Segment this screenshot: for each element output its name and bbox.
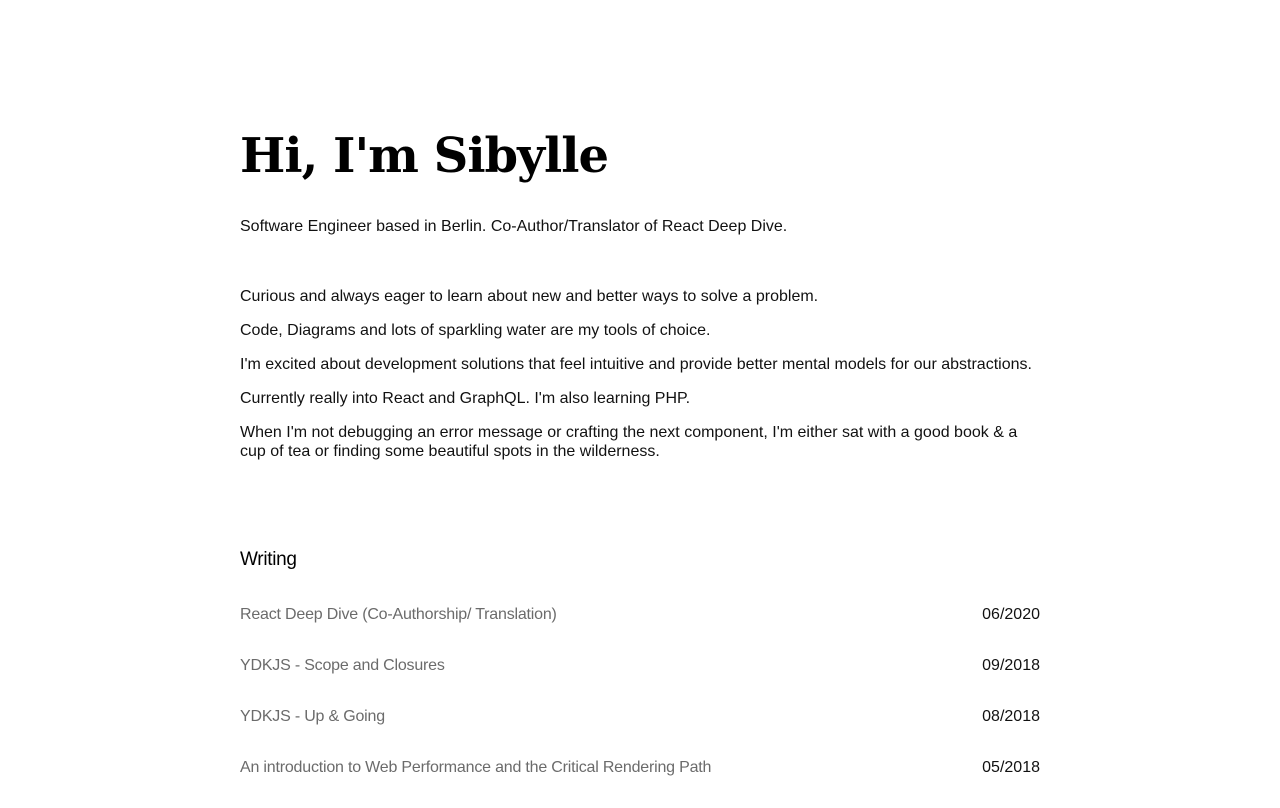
writing-heading: Writing (240, 549, 297, 570)
bio-paragraph: Curious and always eager to learn about new and better ways to solve a problem. (240, 288, 819, 305)
bio-paragraph: When I'm not debugging an error message or crafting the next component, I'm either sat with a good book & a cup of tea or finding some beautiful spots in the wilderness. (240, 424, 1018, 460)
bio-paragraph: Currently really into React and GraphQL. I'm also learning PHP. (240, 390, 691, 407)
page-title: Hi, I'm Sibylle (240, 128, 609, 184)
writing-link-ydkjs-up-going[interactable]: YDKJS - Up & Going (240, 708, 385, 725)
writing-date: 05/2018 (982, 759, 1040, 776)
list-item (240, 757, 1040, 779)
writing-link-web-performance[interactable]: An introduction to Web Performance and the Critical Rendering Path (240, 759, 712, 776)
list-item (240, 604, 1040, 626)
list-item (240, 655, 1040, 677)
writing-list (240, 604, 1040, 808)
bio-section (240, 287, 1040, 476)
writing-date: 09/2018 (982, 657, 1040, 674)
bio-paragraph: I'm excited about development solutions that feel intuitive and provide better mental models for our abstractions. (240, 356, 1032, 373)
writing-date: 08/2018 (982, 708, 1040, 725)
writing-link-ydkjs-scope-closures[interactable]: YDKJS - Scope and Closures (240, 657, 445, 674)
writing-link-react-deep-dive[interactable]: React Deep Dive (Co-Authorship/ Translation) (240, 606, 557, 623)
bio-paragraph: Code, Diagrams and lots of sparkling water are my tools of choice. (240, 322, 711, 339)
writing-date: 06/2020 (982, 606, 1040, 623)
list-item (240, 706, 1040, 728)
tagline: Software Engineer based in Berlin. Co-Author/Translator of React Deep Dive. (240, 218, 788, 235)
